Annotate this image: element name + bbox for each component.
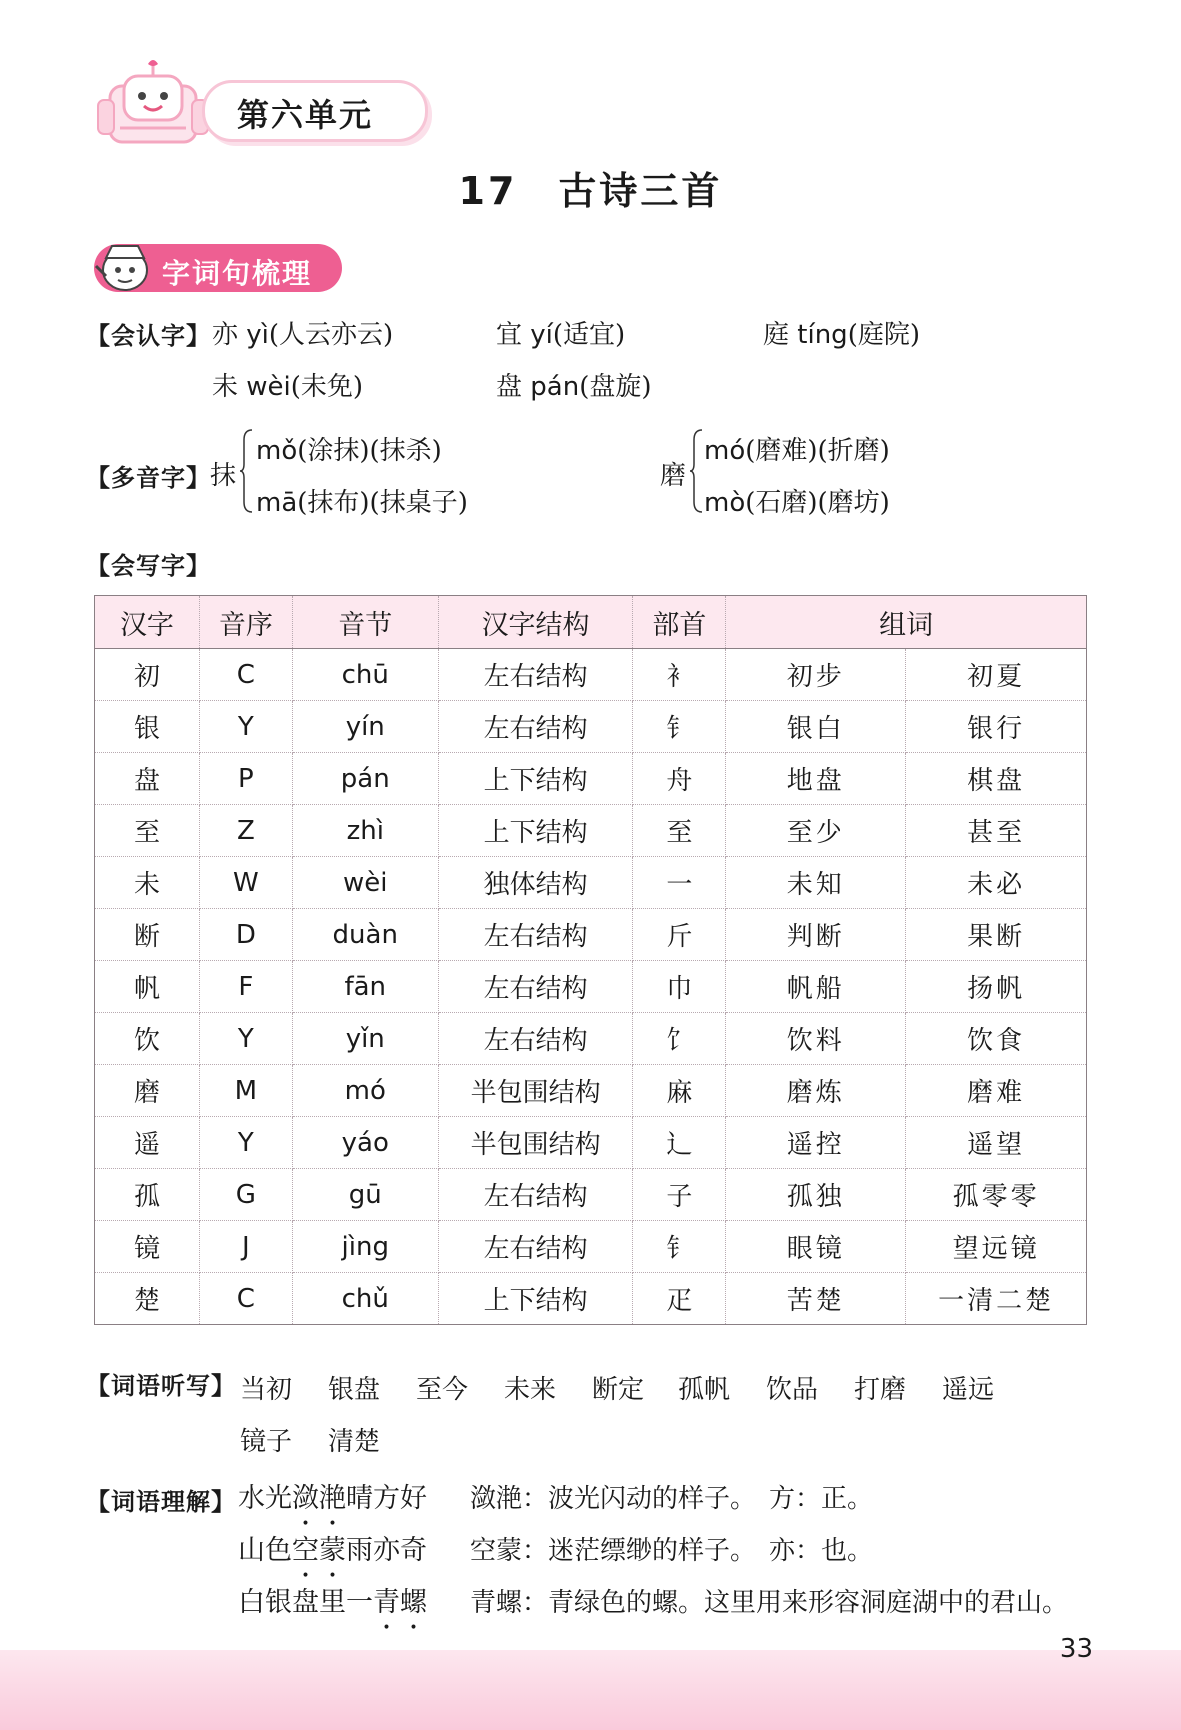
column-header: 音节	[292, 596, 438, 649]
table-cell: 辶	[633, 1117, 726, 1169]
table-row	[95, 857, 1087, 909]
word-note: 潋滟：波光闪动的样子。 方：正。	[470, 1484, 874, 1514]
table-cell: M	[199, 1065, 292, 1117]
table-row	[95, 961, 1087, 1013]
table-cell: 孤独	[726, 1169, 906, 1221]
table-cell: 左右结构	[438, 1169, 633, 1221]
column-header: 汉字	[95, 596, 200, 649]
table-cell: yǐn	[292, 1013, 438, 1065]
table-cell: 磨炼	[726, 1065, 906, 1117]
polyphone-reading: mò(石磨)(磨坊)	[704, 488, 890, 518]
table-cell: J	[199, 1221, 292, 1273]
table-cell: yáo	[292, 1117, 438, 1169]
table-cell: 左右结构	[438, 701, 633, 753]
unit-banner	[92, 56, 432, 152]
table-cell: 左右结构	[438, 909, 633, 961]
recognize-item: 庭 tíng(庭院)	[763, 320, 920, 350]
brace-icon	[690, 428, 704, 514]
poem-line: 水光潋滟晴方好	[238, 1483, 427, 1514]
mascot-pencil-icon	[92, 236, 158, 298]
table-cell: 初	[95, 649, 200, 701]
polyphone-char: 抹	[210, 461, 237, 491]
table-cell: 半包围结构	[438, 1065, 633, 1117]
table-cell: Y	[199, 701, 292, 753]
table-cell: 独体结构	[438, 857, 633, 909]
table-cell: 孤零零	[906, 1169, 1087, 1221]
table-cell: D	[199, 909, 292, 961]
write-label: 【会写字】	[86, 552, 211, 580]
table-row	[95, 805, 1087, 857]
table-row	[95, 1169, 1087, 1221]
recognize-item: 宜 yí(适宜)	[496, 320, 626, 350]
table-row	[95, 649, 1087, 701]
table-cell: chū	[292, 649, 438, 701]
table-cell: 银白	[726, 701, 906, 753]
table-cell: 钅	[633, 701, 726, 753]
table-cell: 初步	[726, 649, 906, 701]
table-cell: mó	[292, 1065, 438, 1117]
poem-line: 白银盘里一青螺	[238, 1587, 427, 1618]
table-cell: 断	[95, 909, 200, 961]
table-cell: 判断	[726, 909, 906, 961]
explain-label: 【词语理解】	[86, 1488, 236, 1516]
table-row	[95, 1065, 1087, 1117]
table-cell: 地盘	[726, 753, 906, 805]
table-cell: zhì	[292, 805, 438, 857]
table-cell: 半包围结构	[438, 1117, 633, 1169]
table-row	[95, 1013, 1087, 1065]
write-table	[94, 595, 1087, 1325]
dictation-word: 遥远	[942, 1375, 995, 1405]
table-cell: 舟	[633, 753, 726, 805]
table-cell: 银行	[906, 701, 1087, 753]
dictation-word: 清楚	[328, 1427, 381, 1457]
table-cell: 饮食	[906, 1013, 1087, 1065]
table-cell: Z	[199, 805, 292, 857]
table-cell: 初夏	[906, 649, 1087, 701]
table-cell: 未必	[906, 857, 1087, 909]
table-cell: 饣	[633, 1013, 726, 1065]
table-row	[95, 1117, 1087, 1169]
table-row	[95, 753, 1087, 805]
table-cell: 果断	[906, 909, 1087, 961]
table-cell: gū	[292, 1169, 438, 1221]
table-header-row	[95, 596, 1087, 649]
polyphone-reading: mā(抹布)(抹桌子)	[256, 488, 468, 518]
table-cell: 一	[633, 857, 726, 909]
dictation-word: 饮品	[766, 1375, 819, 1405]
table-cell: fān	[292, 961, 438, 1013]
unit-title: 第六单元	[237, 96, 374, 134]
table-cell: 镜	[95, 1221, 200, 1273]
table-cell: wèi	[292, 857, 438, 909]
table-cell: 磨	[95, 1065, 200, 1117]
table-cell: 左右结构	[438, 1221, 633, 1273]
dictation-word: 未来	[504, 1375, 557, 1405]
table-cell: G	[199, 1169, 292, 1221]
word-note: 空蒙：迷茫缥缈的样子。 亦：也。	[470, 1536, 874, 1566]
table-cell: 饮料	[726, 1013, 906, 1065]
recognize-label: 【会认字】	[86, 322, 211, 350]
recognize-item: 亦 yì(人云亦云)	[212, 320, 394, 350]
column-header: 汉字结构	[438, 596, 633, 649]
table-cell: 左右结构	[438, 649, 633, 701]
dictation-label: 【词语听写】	[86, 1372, 236, 1400]
table-cell: 至	[95, 805, 200, 857]
dictation-word: 至今	[416, 1375, 469, 1405]
table-cell: 衤	[633, 649, 726, 701]
table-cell: 斤	[633, 909, 726, 961]
table-cell: 上下结构	[438, 1273, 633, 1325]
column-header: 音序	[199, 596, 292, 649]
table-cell: pán	[292, 753, 438, 805]
table-cell: Y	[199, 1117, 292, 1169]
table-cell: W	[199, 857, 292, 909]
dictation-word: 断定	[592, 1375, 645, 1405]
recognize-item: 未 wèi(未免)	[212, 372, 364, 402]
table-cell: 银	[95, 701, 200, 753]
table-cell: 望远镜	[906, 1221, 1087, 1273]
dictation-word: 孤帆	[678, 1375, 731, 1405]
polyphone-reading: mǒ(涂抹)(抹杀)	[256, 436, 442, 466]
table-cell: 巾	[633, 961, 726, 1013]
table-row	[95, 1221, 1087, 1273]
table-cell: 左右结构	[438, 1013, 633, 1065]
table-cell: 子	[633, 1169, 726, 1221]
table-cell: 扬帆	[906, 961, 1087, 1013]
table-cell: C	[199, 649, 292, 701]
table-cell: 左右结构	[438, 961, 633, 1013]
table-cell: 盘	[95, 753, 200, 805]
table-cell: 苦楚	[726, 1273, 906, 1325]
dictation-word: 银盘	[328, 1375, 381, 1405]
table-cell: duàn	[292, 909, 438, 961]
table-cell: 疋	[633, 1273, 726, 1325]
polyphone-reading: mó(磨难)(折磨)	[704, 436, 890, 466]
dotted-word: 空蒙	[292, 1535, 346, 1566]
table-cell: 孤	[95, 1169, 200, 1221]
table-row	[95, 701, 1087, 753]
table-cell: yín	[292, 701, 438, 753]
polyphone-label: 【多音字】	[86, 464, 211, 492]
dictation-word: 打磨	[854, 1375, 907, 1405]
table-cell: 至	[633, 805, 726, 857]
table-cell: 楚	[95, 1273, 200, 1325]
table-cell: P	[199, 753, 292, 805]
brace-icon	[240, 428, 254, 514]
table-cell: 饮	[95, 1013, 200, 1065]
table-cell: 遥控	[726, 1117, 906, 1169]
table-cell: 棋盘	[906, 753, 1087, 805]
dictation-word: 当初	[240, 1375, 293, 1405]
recognize-item: 盘 pán(盘旋)	[496, 372, 652, 402]
footer-band	[0, 1650, 1181, 1730]
section-title: 字词句梳理	[162, 257, 313, 290]
table-cell: 上下结构	[438, 753, 633, 805]
table-cell: chǔ	[292, 1273, 438, 1325]
dictation-words	[240, 1364, 1060, 1468]
table-cell: 钅	[633, 1221, 726, 1273]
dictation-word: 镜子	[240, 1427, 293, 1457]
table-cell: 帆船	[726, 961, 906, 1013]
poem-line: 山色空蒙雨亦奇	[238, 1535, 427, 1566]
table-cell: 甚至	[906, 805, 1087, 857]
dotted-word: 潋滟	[292, 1483, 346, 1514]
table-cell: 一清二楚	[906, 1273, 1087, 1325]
table-cell: 麻	[633, 1065, 726, 1117]
table-row	[95, 1273, 1087, 1325]
table-cell: 帆	[95, 961, 200, 1013]
table-cell: F	[199, 961, 292, 1013]
table-row	[95, 909, 1087, 961]
table-cell: C	[199, 1273, 292, 1325]
table-cell: 遥	[95, 1117, 200, 1169]
table-cell: 至少	[726, 805, 906, 857]
column-header: 组词	[726, 596, 1087, 649]
polyphone-char: 磨	[660, 461, 687, 491]
dotted-word: 青螺	[373, 1587, 427, 1618]
table-cell: 磨难	[906, 1065, 1087, 1117]
lesson-title: 17 古诗三首	[458, 169, 723, 213]
table-cell: 未	[95, 857, 200, 909]
table-cell: 未知	[726, 857, 906, 909]
section-banner	[94, 244, 342, 292]
column-header: 部首	[633, 596, 726, 649]
word-note: 青螺：青绿色的螺。这里用来形容洞庭湖中的君山。	[470, 1588, 1069, 1618]
table-cell: 上下结构	[438, 805, 633, 857]
table-cell: 眼镜	[726, 1221, 906, 1273]
table-cell: jìng	[292, 1221, 438, 1273]
table-cell: Y	[199, 1013, 292, 1065]
table-cell: 遥望	[906, 1117, 1087, 1169]
page-number: 33	[1059, 1634, 1093, 1664]
